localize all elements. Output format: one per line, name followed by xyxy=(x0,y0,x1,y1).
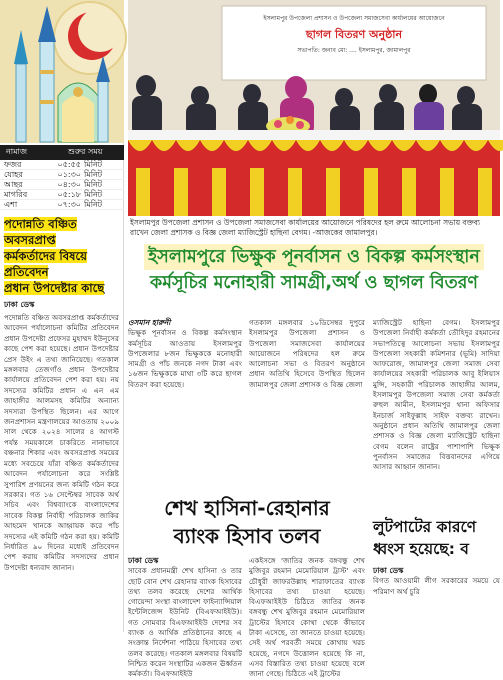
prayer-row xyxy=(0,200,124,210)
prayer-name: এশা xyxy=(4,200,18,209)
side-story xyxy=(0,210,123,573)
main-area xyxy=(128,0,503,679)
main-headline-line1: ইসলামপুরে ভিক্ষুক পূনর্বাসন ও বিকল্প কর্মসংস্থান xyxy=(144,244,484,270)
main-story-col2: গতকাল মঙ্গলবার ১০ডিসেম্বর দুপুরে ইসলামপুর উপজেলা প্রশাসন ও উপজেলা সমাজসেবা কার্যালয়ের আয়োজনে পরিষদের হল রুমে আলোচনা সভা ও বিতরণ অনুষ্ঠানে প্রধান অতিথি হিসেবে উপস্থিত ছিলেন জামালপুর জেলা প্রশাসক ও বিজ্ঞ জেলা xyxy=(249,318,365,389)
side-headline-line1: পদোন্নতি বঞ্চিত অবসরপ্রাপ্ত xyxy=(4,217,77,247)
side-story-headline[interactable] xyxy=(4,216,119,296)
prayer-time: ০৫:১৮ xyxy=(57,190,81,199)
prayer-name: ফজর xyxy=(4,160,22,169)
prayer-times-table xyxy=(0,145,124,210)
prayer-header-left: নামাজ xyxy=(6,147,28,156)
prayer-time: ০৪:৩০ xyxy=(57,180,81,189)
main-story-byline: ওসমান হারুনী xyxy=(128,318,171,327)
prayer-header-right: শুরুর সময় xyxy=(68,147,103,156)
prayer-unit: মিনিট xyxy=(84,170,103,179)
article-columns xyxy=(128,318,500,679)
meeting-photo-illustration xyxy=(128,0,500,216)
left-column xyxy=(0,0,124,632)
main-story-col3: ম্যাজিস্ট্রেট হাছিনা বেগম। ইসলামপুর উপজেলা নির্বাহী কর্মকর্তা তৌহিদুর রহমানের সভাপতিত্বে আলোচনা সভায় ইসলামপুর উপজেলা সহকারী কমিশনার (ভূমি) সাদিয়া আফরোজ, জামালপুর জেলা সমাজ সেবা কার্যালয়ের সহকারী পরিচালক আবু ইলিয়াস মুন্সি, সহকারী পরিচালক জাহাঙ্গীর আলম, ইসলামপুর উপজেলা সমাজ সেবা কর্মকর্তা রুহুল আমীন, ইসলামপুর থানা অফিসার ইনচার্জ সাইফুল্লাহ সাইফ বক্তব্য রাখেন। অনুষ্ঠানে প্রধান অতিথি জামালপুর জেলা প্রশাসক ও বিজ্ঞ জেলা ম্যাজিস্ট্রেট হাছিনা বেগম বলেন রাষ্ট্রের পাশাপাশি ভিক্ষুক পুনর্বাসন সমাজের বিত্তবানদের এগিয়ে আসার আহ্বান জানান। xyxy=(373,318,500,472)
prayer-name: যোহর xyxy=(4,170,23,179)
bank-story-col2: একইসঙ্গে 'জাতির জনক বঙ্গবন্ধু শেখ মুজিবুর রহমান মেমোরিয়াল ট্রাস্ট' এবং চৌধুরী জাফরউল্লাহ শারাফাতের ব্যাংক হিসাবের তথ্য চাওয়া হয়েছে। বিএফআইইউ চিঠিতে জাতির জনক বঙ্গবন্ধু শেখ মুজিবুর রহমান মেমোরিয়াল ট্রাস্টের হিসাবে কোথা থেকে কীভাবে টাকা এসেছে, তা জানতে চাওয়া হয়েছে। সেই অর্থ পরবর্তী সময়ে কোথায় খরচ হয়েছে, নগদে উত্তোলন হয়েছে কি না, এসব বিস্তারিত তথ্য চাওয়া হয়েছে বলে জানা গেছে। চিঠিতে এই ট্রাস্টের xyxy=(249,556,365,679)
prayer-table-header xyxy=(0,145,124,160)
banner-line3: সভাপতি: জনাব মো: .... ইসলামপুর, জামালপুর xyxy=(297,47,411,54)
main-headline-line2: কর্মসূচির মনোহারী সামগ্রী,অর্থ ও ছাগল বিতরণ xyxy=(150,273,478,293)
main-headline[interactable] xyxy=(128,244,500,296)
prayer-row xyxy=(0,180,124,190)
prayer-row xyxy=(0,190,124,200)
bank-headline-line2: ব্যাংক হিসাব তলব xyxy=(173,524,321,548)
caption-text: ইসলামপুর উপজেলা প্রশাসন ও উপজেলা সমাজসেবা কার্যালয়ের আয়োজনে পরিষদের হল রুমে আলোচনা সভায় বক্তব্য রাখেন জেলা প্রশাসক ও বিজ্ঞ জেলা ম্যাজিস্ট্রেট হাছিনা বেগম। xyxy=(130,218,480,237)
banner-title: ছাগল বিতরণ অনুষ্ঠান xyxy=(305,28,403,41)
side-headline-line2: কর্মকর্তাদের বিষয়ে প্রতিবেদন xyxy=(4,249,87,279)
photo-caption xyxy=(128,218,500,240)
bank-headline-line1: শেখ হাসিনা-রেহানার xyxy=(164,496,330,520)
loot-story-headline[interactable] xyxy=(373,516,503,560)
event-photo xyxy=(128,0,500,216)
prayer-time: ০৭:৩০ xyxy=(57,200,81,209)
newspaper-logo xyxy=(0,0,124,143)
bank-story-headline[interactable] xyxy=(128,494,366,550)
bank-story-col1-text: সাবেক প্রধানমন্ত্রী শেখ হাসিনা ও তার ছোট বোন শেখ রেহানার ব্যাংক হিসাবের তথ্য তলব করেছে দেশের আর্থিক গোয়েন্দা সংস্থা বাংলাদেশ ফাইন্যান্সিয়াল ইন্টেলিজেন্স ইউনিট (বিএফআইইউ)। গত সোমবার বিএফআইইউ দেশের সব ব্যাংক ও আর্থিক প্রতিষ্ঠানের কাছে এ সংক্রান্ত নির্দেশনা পাঠিয়ে হিসাবের তথ্য তলব করেছে। গতকাল মঙ্গলবার বিষয়টি নিশ্চিত করেন সংস্থাটির একজন ঊর্ধ্বতন কর্মকর্তা। বিএফআইইউ xyxy=(128,566,242,679)
bank-story-col1 xyxy=(128,556,242,680)
prayer-unit: মিনিট xyxy=(84,180,103,189)
main-story-col1 xyxy=(128,318,242,390)
loot-story-col xyxy=(373,566,500,597)
banner-line1: ইসলামপুর উপজেলা প্রশাসন ও উপজেলা সমাজসেবা কার্যালয়ের আয়োজনে xyxy=(263,15,445,22)
prayer-unit: মিনিট xyxy=(84,200,103,209)
loot-headline-line1: লুটপাটের কারণে xyxy=(373,518,477,536)
side-story-desk: ঢাকা ডেস্ক xyxy=(4,300,35,309)
prayer-time: ০১:৩০ xyxy=(57,170,81,179)
prayer-row xyxy=(0,170,124,180)
prayer-name: মাগরিব xyxy=(4,190,28,199)
main-story-col1-text: ভিক্ষুক পূনর্বাসন ও বিকল্প কর্মসংস্থান কর্মসূচির আওতায় ইসলামপুর উপজেলার ৮জন ভিক্ষুককে মনোহারী সামগ্রী ও পাঁচ জনকে নগদ টাকা এবং ১৬জন ভিক্ষুককে মাথা ৩টি করে ছাগল বিতরণ করা হয়েছে। xyxy=(128,328,242,389)
bank-story-desk: ঢাকা ডেস্ক xyxy=(128,556,159,565)
side-headline-line3: প্রধান উপদেষ্টার কাছে xyxy=(4,281,105,295)
prayer-name: আছর xyxy=(4,180,23,189)
loot-story-body: বিগত আওয়ামী লীগ সরকারের সময়ে যে পরিমাণ অর্থ চুরি xyxy=(373,576,500,596)
loot-headline-line2: ধ্বংস হয়েছে: ব xyxy=(373,540,469,558)
prayer-time: ০৫:৫৫ xyxy=(57,160,81,169)
prayer-unit: মিনিট xyxy=(84,160,103,169)
prayer-row xyxy=(0,160,124,170)
caption-credit: -আজকের জামালপুর। xyxy=(312,228,378,237)
prayer-unit: মিনিট xyxy=(84,190,103,199)
side-story-body: পদোন্নতি বঞ্চিত অবসরপ্রাপ্ত কর্মকর্তাদের আবেদন পর্যালোচনা কমিটির প্রতিবেদন প্রধান উপদেষ্টা প্রফেসর মুহাম্মদ ইউনূসের কাছে পেশ করা হয়েছে। প্রধান উপদেষ্টার প্রেস উইং এ তথ্য জানিয়েছে। গতকাল মঙ্গলবার তেজগাঁও প্রধান উপদেষ্টার কার্যালয়ে প্রতিবেদন পেশ করা হয়। নয় সদস্যের কমিটির প্রধান এ এন এম জাহাঙ্গীর আলমসহ কমিটির অন্যান্য সদস্যরা উপস্থিত ছিলেন। এর আগে জনপ্রশাসন মন্ত্রণালয়ের আওতায় ২০০৯ সাল থেকে ২০২৪ সালের ৪ আগস্ট পর্যন্ত সময়কালে চাকরিতে নানাভাবে বঞ্চনার শিকার এবং অবসরপ্রাপ্ত সময়ের মধ্যে সবচেয়ে যাঁরা বঞ্চিত কর্মকর্তাদের আবেদন পর্যালোচনা করে সংশ্লিষ্ট সুপারিশ প্রণয়নের জন্য কমিটি গঠন করে সরকার। গত ১৬ সেপ্টেম্বর সাবেক অর্থ সচিব এবং বিশ্বব্যাংকে বাংলাদেশের সাবেক বিকল্প নির্বাহী পরিচালক জাকির আহমেদ খানকে আহ্বায়ক করে পাঁচ সদস্যের এই কমিটি গঠন করা হয়। কমিটি নির্ধারিত ৯০ দিনের মধ্যেই প্রতিবেদন পেশ করায় কমিটির সদস্যদের প্রধান উপদেষ্টা ধন্যবাদ জানান। xyxy=(4,313,119,572)
loot-story-desk: ঢাকা ডেস্ক xyxy=(373,566,404,575)
mosque-logo-icon xyxy=(0,0,124,143)
